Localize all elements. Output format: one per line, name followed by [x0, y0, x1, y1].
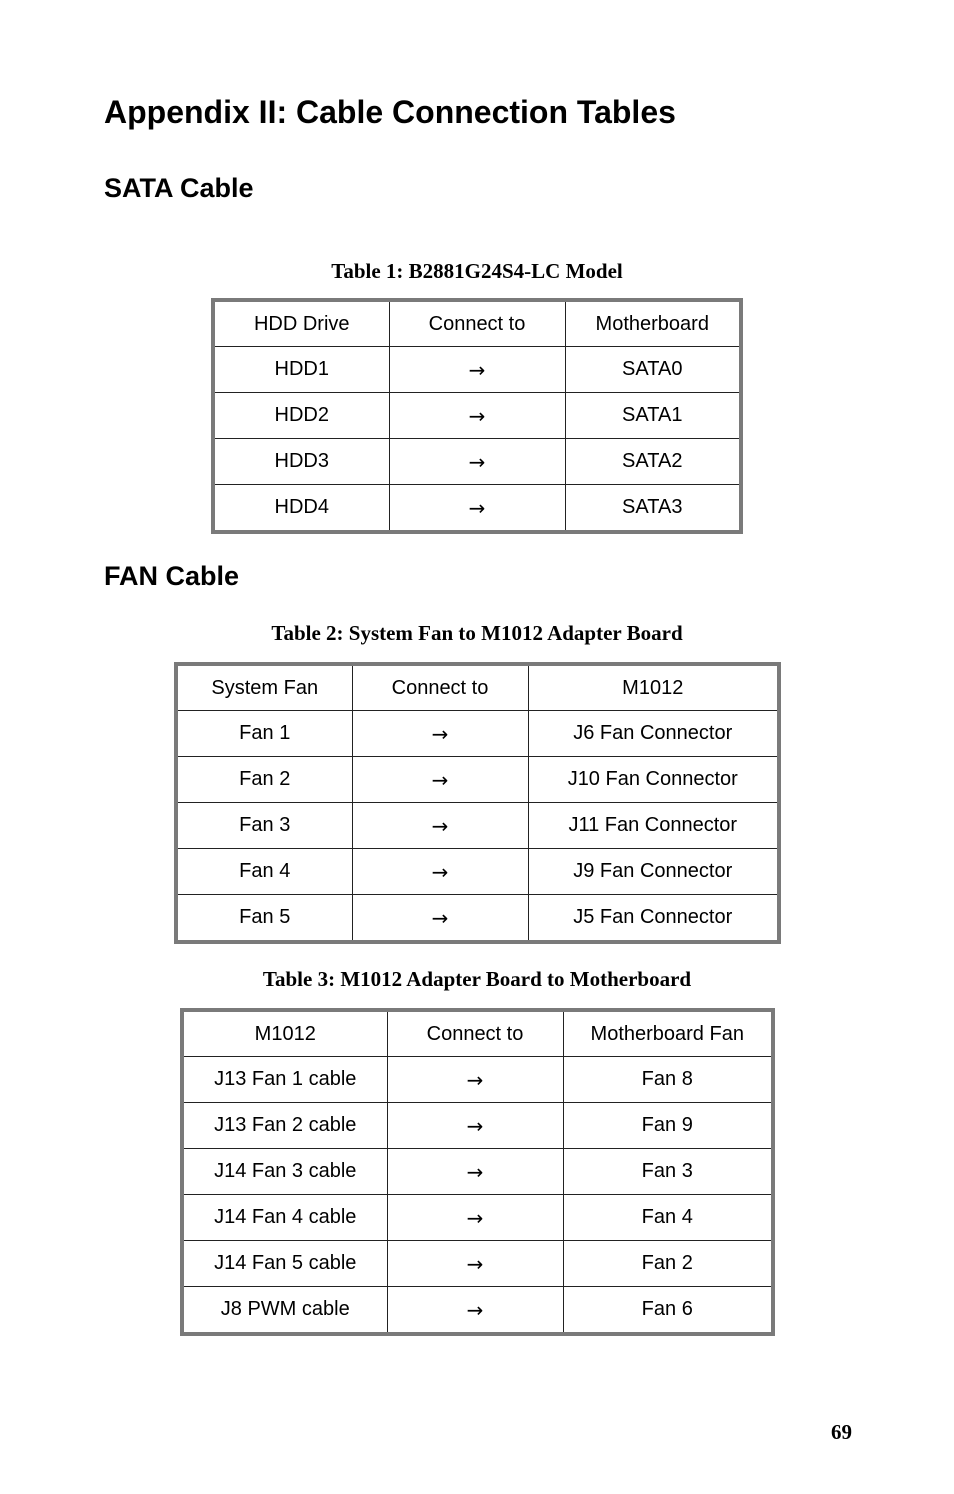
table-row	[213, 485, 741, 533]
table-row	[176, 757, 779, 803]
table-cell: J6 Fan Connector	[528, 711, 779, 757]
table-cell: J10 Fan Connector	[528, 757, 779, 803]
table-cell: Fan 2	[563, 1241, 773, 1287]
table-header-row	[176, 664, 779, 711]
table-cell: J11 Fan Connector	[528, 803, 779, 849]
table-cell: J13 Fan 2 cable	[182, 1103, 387, 1149]
table-cell: SATA2	[565, 439, 741, 485]
table-header-cell: Connect to	[352, 664, 528, 711]
table-row	[182, 1195, 773, 1241]
arrow-right-icon: →	[352, 895, 528, 943]
table-cell: SATA0	[565, 347, 741, 393]
arrow-right-icon: →	[387, 1241, 563, 1287]
table-cell: HDD2	[213, 393, 389, 439]
table-row	[182, 1241, 773, 1287]
table-row	[213, 347, 741, 393]
table-header-cell: Motherboard	[565, 300, 741, 347]
sata-cable-table	[211, 298, 743, 534]
arrow-right-icon: →	[352, 849, 528, 895]
table-row	[176, 895, 779, 943]
page-title: Appendix II: Cable Connection Tables	[104, 94, 676, 130]
table-header-cell: HDD Drive	[213, 300, 389, 347]
arrow-right-icon: →	[387, 1103, 563, 1149]
table-header-cell: System Fan	[176, 664, 352, 711]
table-cell: J13 Fan 1 cable	[182, 1057, 387, 1103]
table-row	[213, 439, 741, 485]
table-cell: HDD3	[213, 439, 389, 485]
table3-caption: Table 3: M1012 Adapter Board to Motherboard	[262, 967, 692, 991]
table-cell: SATA3	[565, 485, 741, 533]
table-row	[176, 849, 779, 895]
table-cell: Fan 4	[563, 1195, 773, 1241]
table-cell: SATA1	[565, 393, 741, 439]
arrow-right-icon: →	[387, 1149, 563, 1195]
arrow-right-icon: →	[389, 347, 565, 393]
table-cell: Fan 8	[563, 1057, 773, 1103]
table-row	[182, 1057, 773, 1103]
table-header-cell: M1012	[182, 1010, 387, 1057]
table-row	[176, 711, 779, 757]
page-number: 69	[831, 1420, 852, 1444]
fan-cable-heading: FAN Cable	[104, 561, 240, 591]
table-cell: J14 Fan 5 cable	[182, 1241, 387, 1287]
table-header-cell: Connect to	[387, 1010, 563, 1057]
table2-caption: Table 2: System Fan to M1012 Adapter Board	[271, 621, 683, 645]
arrow-right-icon: →	[387, 1287, 563, 1335]
arrow-right-icon: →	[352, 711, 528, 757]
table-cell: Fan 6	[563, 1287, 773, 1335]
table-row	[182, 1287, 773, 1335]
system-fan-table	[174, 662, 781, 944]
table1-caption: Table 1: B2881G24S4-LC Model	[331, 259, 623, 283]
table-cell: Fan 3	[563, 1149, 773, 1195]
table-cell: J5 Fan Connector	[528, 895, 779, 943]
arrow-right-icon: →	[352, 757, 528, 803]
table-cell: J8 PWM cable	[182, 1287, 387, 1335]
arrow-right-icon: →	[389, 393, 565, 439]
table-cell: Fan 9	[563, 1103, 773, 1149]
arrow-right-icon: →	[387, 1195, 563, 1241]
table-cell: Fan 4	[176, 849, 352, 895]
table-header-row	[182, 1010, 773, 1057]
table-header-cell: M1012	[528, 664, 779, 711]
sata-cable-heading: SATA Cable	[104, 173, 254, 203]
adapter-board-table	[180, 1008, 775, 1336]
table-cell: J9 Fan Connector	[528, 849, 779, 895]
table-header-cell: Connect to	[389, 300, 565, 347]
arrow-right-icon: →	[389, 439, 565, 485]
arrow-right-icon: →	[387, 1057, 563, 1103]
table-row	[176, 803, 779, 849]
table-row	[213, 393, 741, 439]
table-cell: Fan 5	[176, 895, 352, 943]
table-cell: Fan 3	[176, 803, 352, 849]
table-header-row	[213, 300, 741, 347]
table-cell: Fan 1	[176, 711, 352, 757]
table-cell: J14 Fan 3 cable	[182, 1149, 387, 1195]
table-cell: HDD1	[213, 347, 389, 393]
table-row	[182, 1149, 773, 1195]
table-cell: J14 Fan 4 cable	[182, 1195, 387, 1241]
table-row	[182, 1103, 773, 1149]
arrow-right-icon: →	[352, 803, 528, 849]
table-cell: Fan 2	[176, 757, 352, 803]
table-header-cell: Motherboard Fan	[563, 1010, 773, 1057]
arrow-right-icon: →	[389, 485, 565, 533]
table-cell: HDD4	[213, 485, 389, 533]
